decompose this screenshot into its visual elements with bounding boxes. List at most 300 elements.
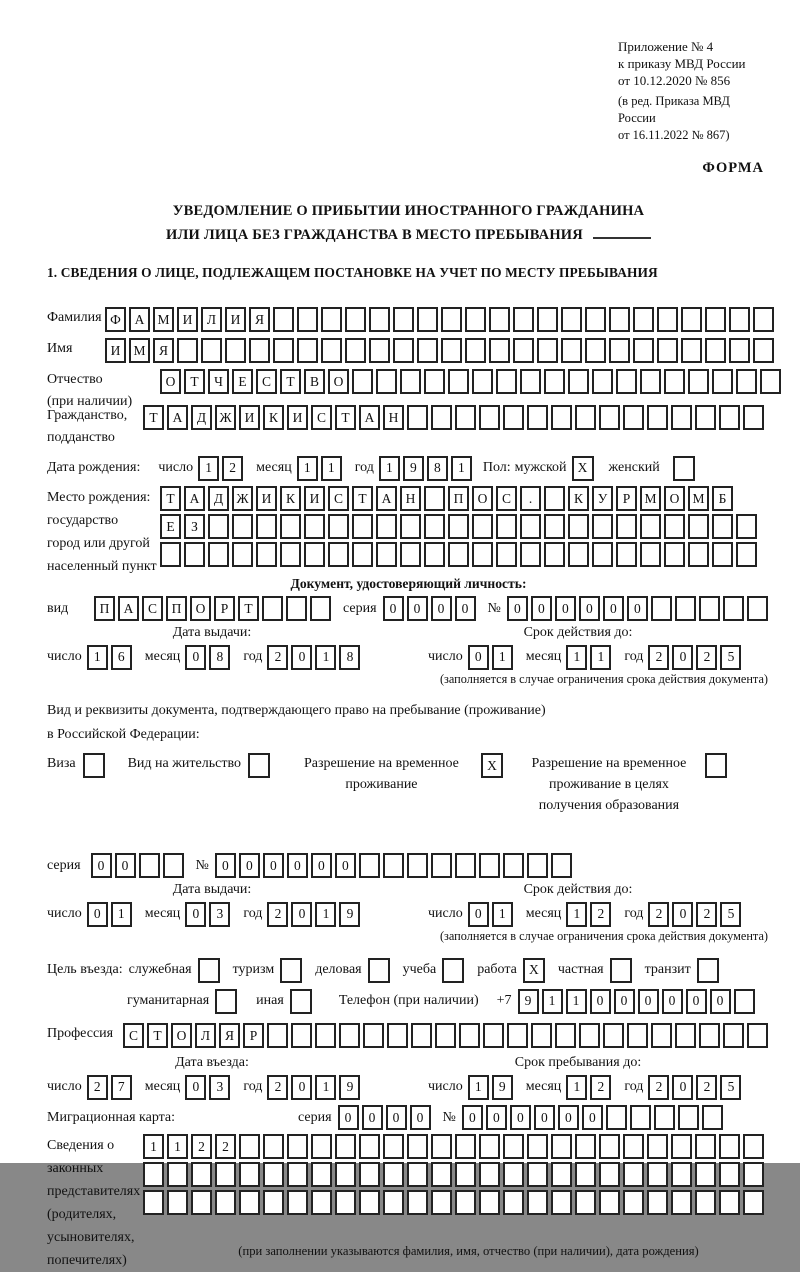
- char-cell[interactable]: 0: [555, 596, 576, 621]
- char-cell[interactable]: 0: [185, 1075, 206, 1100]
- char-cell[interactable]: [503, 853, 524, 878]
- char-cell[interactable]: Ж: [232, 486, 253, 511]
- char-cell[interactable]: [441, 338, 462, 363]
- char-cell[interactable]: 0: [638, 989, 659, 1014]
- char-cell[interactable]: 0: [338, 1105, 359, 1130]
- char-cell[interactable]: 0: [386, 1105, 407, 1130]
- char-cell[interactable]: [695, 1190, 716, 1215]
- char-cell[interactable]: П: [448, 486, 469, 511]
- char-cell[interactable]: [513, 307, 534, 332]
- char-cell[interactable]: [640, 542, 661, 567]
- char-cell[interactable]: [723, 596, 744, 621]
- char-cell[interactable]: 1: [111, 902, 132, 927]
- char-cell[interactable]: [747, 596, 768, 621]
- char-cell[interactable]: О: [664, 486, 685, 511]
- char-cell[interactable]: [705, 307, 726, 332]
- char-cell[interactable]: 0: [603, 596, 624, 621]
- char-cell[interactable]: С: [311, 405, 332, 430]
- char-cell[interactable]: [671, 405, 692, 430]
- char-cell[interactable]: [387, 1023, 408, 1048]
- char-cell[interactable]: 2: [222, 456, 243, 481]
- char-cell[interactable]: А: [129, 307, 150, 332]
- char-cell[interactable]: 0: [686, 989, 707, 1014]
- char-cell[interactable]: [729, 338, 750, 363]
- char-cell[interactable]: [359, 853, 380, 878]
- char-cell[interactable]: [383, 1134, 404, 1159]
- sex-male-checkbox[interactable]: X: [572, 456, 594, 481]
- char-cell[interactable]: [664, 369, 685, 394]
- char-cell[interactable]: [575, 1134, 596, 1159]
- char-cell[interactable]: 1: [167, 1134, 188, 1159]
- char-cell[interactable]: 9: [403, 456, 424, 481]
- char-cell[interactable]: [201, 338, 222, 363]
- residence-permit-checkbox[interactable]: [248, 753, 270, 778]
- char-cell[interactable]: К: [568, 486, 589, 511]
- char-cell[interactable]: [431, 1190, 452, 1215]
- char-cell[interactable]: 0: [462, 1105, 483, 1130]
- char-cell[interactable]: Т: [143, 405, 164, 430]
- char-cell[interactable]: 0: [558, 1105, 579, 1130]
- char-cell[interactable]: [688, 369, 709, 394]
- char-cell[interactable]: [479, 405, 500, 430]
- char-cell[interactable]: Я: [219, 1023, 240, 1048]
- char-cell[interactable]: [335, 1162, 356, 1187]
- char-cell[interactable]: [585, 338, 606, 363]
- char-cell[interactable]: [328, 542, 349, 567]
- char-cell[interactable]: [623, 1190, 644, 1215]
- char-cell[interactable]: [239, 1162, 260, 1187]
- char-cell[interactable]: 0: [510, 1105, 531, 1130]
- char-cell[interactable]: [455, 853, 476, 878]
- char-cell[interactable]: [393, 338, 414, 363]
- char-cell[interactable]: [311, 1134, 332, 1159]
- char-cell[interactable]: [287, 1190, 308, 1215]
- char-cell[interactable]: Я: [153, 338, 174, 363]
- char-cell[interactable]: [479, 1134, 500, 1159]
- char-cell[interactable]: [369, 307, 390, 332]
- char-cell[interactable]: 0: [407, 596, 428, 621]
- char-cell[interactable]: [215, 1190, 236, 1215]
- char-cell[interactable]: 0: [335, 853, 356, 878]
- char-cell[interactable]: [736, 542, 757, 567]
- char-cell[interactable]: [753, 338, 774, 363]
- char-cell[interactable]: Т: [352, 486, 373, 511]
- char-cell[interactable]: Т: [160, 486, 181, 511]
- char-cell[interactable]: 0: [215, 853, 236, 878]
- char-cell[interactable]: [315, 1023, 336, 1048]
- char-cell[interactable]: [753, 307, 774, 332]
- char-cell[interactable]: 1: [566, 902, 587, 927]
- char-cell[interactable]: [280, 514, 301, 539]
- char-cell[interactable]: [479, 1190, 500, 1215]
- char-cell[interactable]: 1: [492, 645, 513, 670]
- char-cell[interactable]: Т: [335, 405, 356, 430]
- char-cell[interactable]: К: [280, 486, 301, 511]
- char-cell[interactable]: Я: [249, 307, 270, 332]
- char-cell[interactable]: 2: [87, 1075, 108, 1100]
- char-cell[interactable]: М: [688, 486, 709, 511]
- char-cell[interactable]: [623, 1134, 644, 1159]
- char-cell[interactable]: 1: [143, 1134, 164, 1159]
- char-cell[interactable]: 1: [590, 645, 611, 670]
- char-cell[interactable]: 0: [486, 1105, 507, 1130]
- char-cell[interactable]: [383, 1162, 404, 1187]
- char-cell[interactable]: [723, 1023, 744, 1048]
- char-cell[interactable]: И: [256, 486, 277, 511]
- char-cell[interactable]: [712, 514, 733, 539]
- char-cell[interactable]: [743, 405, 764, 430]
- char-cell[interactable]: 2: [648, 902, 669, 927]
- char-cell[interactable]: 0: [468, 645, 489, 670]
- char-cell[interactable]: Р: [243, 1023, 264, 1048]
- char-cell[interactable]: [376, 514, 397, 539]
- char-cell[interactable]: [407, 1134, 428, 1159]
- char-cell[interactable]: 0: [468, 902, 489, 927]
- char-cell[interactable]: И: [105, 338, 126, 363]
- char-cell[interactable]: [160, 542, 181, 567]
- char-cell[interactable]: 1: [315, 1075, 336, 1100]
- char-cell[interactable]: [555, 1023, 576, 1048]
- char-cell[interactable]: О: [171, 1023, 192, 1048]
- char-cell[interactable]: [465, 307, 486, 332]
- char-cell[interactable]: [585, 307, 606, 332]
- char-cell[interactable]: [623, 405, 644, 430]
- char-cell[interactable]: К: [263, 405, 284, 430]
- char-cell[interactable]: [675, 1023, 696, 1048]
- char-cell[interactable]: [345, 307, 366, 332]
- char-cell[interactable]: [191, 1190, 212, 1215]
- char-cell[interactable]: 9: [339, 1075, 360, 1100]
- char-cell[interactable]: [760, 369, 781, 394]
- char-cell[interactable]: [599, 1134, 620, 1159]
- char-cell[interactable]: [455, 1162, 476, 1187]
- char-cell[interactable]: [459, 1023, 480, 1048]
- char-cell[interactable]: 2: [267, 902, 288, 927]
- char-cell[interactable]: [400, 542, 421, 567]
- char-cell[interactable]: [695, 1134, 716, 1159]
- char-cell[interactable]: [321, 338, 342, 363]
- char-cell[interactable]: М: [153, 307, 174, 332]
- char-cell[interactable]: [592, 542, 613, 567]
- char-cell[interactable]: [139, 853, 160, 878]
- char-cell[interactable]: [424, 369, 445, 394]
- char-cell[interactable]: Н: [400, 486, 421, 511]
- char-cell[interactable]: 1: [566, 645, 587, 670]
- char-cell[interactable]: [239, 1190, 260, 1215]
- char-cell[interactable]: В: [304, 369, 325, 394]
- char-cell[interactable]: [647, 1134, 668, 1159]
- char-cell[interactable]: [599, 405, 620, 430]
- char-cell[interactable]: [287, 1162, 308, 1187]
- char-cell[interactable]: 0: [582, 1105, 603, 1130]
- purpose-other-checkbox[interactable]: [290, 989, 312, 1014]
- char-cell[interactable]: [568, 369, 589, 394]
- char-cell[interactable]: Т: [280, 369, 301, 394]
- char-cell[interactable]: 2: [267, 1075, 288, 1100]
- char-cell[interactable]: 2: [696, 645, 717, 670]
- char-cell[interactable]: [286, 596, 307, 621]
- char-cell[interactable]: [455, 405, 476, 430]
- char-cell[interactable]: [359, 1134, 380, 1159]
- char-cell[interactable]: [729, 307, 750, 332]
- char-cell[interactable]: [489, 307, 510, 332]
- char-cell[interactable]: [736, 369, 757, 394]
- char-cell[interactable]: [568, 542, 589, 567]
- char-cell[interactable]: 0: [87, 902, 108, 927]
- char-cell[interactable]: [657, 307, 678, 332]
- char-cell[interactable]: 3: [209, 1075, 230, 1100]
- char-cell[interactable]: [328, 514, 349, 539]
- char-cell[interactable]: [352, 542, 373, 567]
- char-cell[interactable]: [527, 1162, 548, 1187]
- char-cell[interactable]: [496, 542, 517, 567]
- char-cell[interactable]: Б: [712, 486, 733, 511]
- char-cell[interactable]: 7: [111, 1075, 132, 1100]
- char-cell[interactable]: [455, 1134, 476, 1159]
- char-cell[interactable]: [551, 1162, 572, 1187]
- char-cell[interactable]: 8: [427, 456, 448, 481]
- char-cell[interactable]: [407, 405, 428, 430]
- char-cell[interactable]: [424, 486, 445, 511]
- char-cell[interactable]: [400, 369, 421, 394]
- char-cell[interactable]: 0: [291, 1075, 312, 1100]
- char-cell[interactable]: С: [142, 596, 163, 621]
- char-cell[interactable]: 0: [239, 853, 260, 878]
- char-cell[interactable]: [273, 338, 294, 363]
- char-cell[interactable]: 0: [115, 853, 136, 878]
- char-cell[interactable]: [407, 1190, 428, 1215]
- char-cell[interactable]: [664, 542, 685, 567]
- char-cell[interactable]: [503, 1162, 524, 1187]
- char-cell[interactable]: Т: [147, 1023, 168, 1048]
- char-cell[interactable]: С: [256, 369, 277, 394]
- char-cell[interactable]: 0: [362, 1105, 383, 1130]
- char-cell[interactable]: Н: [383, 405, 404, 430]
- char-cell[interactable]: [531, 1023, 552, 1048]
- char-cell[interactable]: [705, 338, 726, 363]
- char-cell[interactable]: [287, 1134, 308, 1159]
- char-cell[interactable]: [479, 1162, 500, 1187]
- char-cell[interactable]: [431, 1162, 452, 1187]
- char-cell[interactable]: [376, 369, 397, 394]
- char-cell[interactable]: [273, 307, 294, 332]
- purpose-business-checkbox[interactable]: [368, 958, 390, 983]
- char-cell[interactable]: 1: [451, 456, 472, 481]
- purpose-work-checkbox[interactable]: X: [523, 958, 545, 983]
- char-cell[interactable]: 0: [627, 596, 648, 621]
- char-cell[interactable]: Е: [232, 369, 253, 394]
- char-cell[interactable]: [177, 338, 198, 363]
- char-cell[interactable]: [630, 1105, 651, 1130]
- char-cell[interactable]: 0: [710, 989, 731, 1014]
- char-cell[interactable]: 0: [672, 1075, 693, 1100]
- char-cell[interactable]: [335, 1190, 356, 1215]
- char-cell[interactable]: С: [123, 1023, 144, 1048]
- char-cell[interactable]: [345, 338, 366, 363]
- char-cell[interactable]: З: [184, 514, 205, 539]
- char-cell[interactable]: [489, 338, 510, 363]
- char-cell[interactable]: А: [184, 486, 205, 511]
- char-cell[interactable]: [496, 369, 517, 394]
- char-cell[interactable]: И: [304, 486, 325, 511]
- char-cell[interactable]: О: [160, 369, 181, 394]
- char-cell[interactable]: 0: [431, 596, 452, 621]
- char-cell[interactable]: [431, 1134, 452, 1159]
- char-cell[interactable]: [654, 1105, 675, 1130]
- char-cell[interactable]: [695, 1162, 716, 1187]
- char-cell[interactable]: 0: [672, 645, 693, 670]
- char-cell[interactable]: [304, 542, 325, 567]
- char-cell[interactable]: [616, 514, 637, 539]
- char-cell[interactable]: Р: [214, 596, 235, 621]
- char-cell[interactable]: 8: [339, 645, 360, 670]
- char-cell[interactable]: 2: [191, 1134, 212, 1159]
- purpose-tourism-checkbox[interactable]: [280, 958, 302, 983]
- char-cell[interactable]: [417, 307, 438, 332]
- char-cell[interactable]: [472, 514, 493, 539]
- char-cell[interactable]: [551, 1134, 572, 1159]
- char-cell[interactable]: [699, 1023, 720, 1048]
- char-cell[interactable]: 0: [287, 853, 308, 878]
- char-cell[interactable]: [472, 369, 493, 394]
- char-cell[interactable]: [297, 338, 318, 363]
- char-cell[interactable]: [688, 542, 709, 567]
- char-cell[interactable]: 1: [468, 1075, 489, 1100]
- char-cell[interactable]: [561, 338, 582, 363]
- char-cell[interactable]: О: [190, 596, 211, 621]
- char-cell[interactable]: [527, 1190, 548, 1215]
- char-cell[interactable]: 0: [507, 596, 528, 621]
- char-cell[interactable]: [431, 853, 452, 878]
- char-cell[interactable]: [256, 514, 277, 539]
- char-cell[interactable]: П: [94, 596, 115, 621]
- char-cell[interactable]: [400, 514, 421, 539]
- char-cell[interactable]: И: [287, 405, 308, 430]
- char-cell[interactable]: [579, 1023, 600, 1048]
- char-cell[interactable]: 1: [87, 645, 108, 670]
- char-cell[interactable]: .: [520, 486, 541, 511]
- purpose-transit-checkbox[interactable]: [697, 958, 719, 983]
- char-cell[interactable]: [712, 542, 733, 567]
- char-cell[interactable]: [695, 405, 716, 430]
- char-cell[interactable]: 1: [542, 989, 563, 1014]
- char-cell[interactable]: 2: [648, 645, 669, 670]
- char-cell[interactable]: [640, 369, 661, 394]
- char-cell[interactable]: [575, 1190, 596, 1215]
- char-cell[interactable]: 9: [518, 989, 539, 1014]
- char-cell[interactable]: [472, 542, 493, 567]
- char-cell[interactable]: М: [640, 486, 661, 511]
- char-cell[interactable]: 1: [492, 902, 513, 927]
- char-cell[interactable]: [544, 514, 565, 539]
- char-cell[interactable]: [407, 1162, 428, 1187]
- char-cell[interactable]: [369, 338, 390, 363]
- char-cell[interactable]: 1: [379, 456, 400, 481]
- char-cell[interactable]: [424, 514, 445, 539]
- char-cell[interactable]: [544, 369, 565, 394]
- char-cell[interactable]: 0: [534, 1105, 555, 1130]
- purpose-official-checkbox[interactable]: [198, 958, 220, 983]
- char-cell[interactable]: 1: [566, 989, 587, 1014]
- char-cell[interactable]: [537, 338, 558, 363]
- char-cell[interactable]: 1: [566, 1075, 587, 1100]
- char-cell[interactable]: [297, 307, 318, 332]
- char-cell[interactable]: М: [129, 338, 150, 363]
- char-cell[interactable]: [184, 542, 205, 567]
- temp-residence-checkbox[interactable]: X: [481, 753, 503, 778]
- char-cell[interactable]: [359, 1162, 380, 1187]
- char-cell[interactable]: 0: [614, 989, 635, 1014]
- char-cell[interactable]: [359, 1190, 380, 1215]
- char-cell[interactable]: [520, 514, 541, 539]
- temp-residence-edu-checkbox[interactable]: [705, 753, 727, 778]
- char-cell[interactable]: 0: [291, 645, 312, 670]
- char-cell[interactable]: [702, 1105, 723, 1130]
- char-cell[interactable]: [651, 1023, 672, 1048]
- char-cell[interactable]: [352, 514, 373, 539]
- char-cell[interactable]: [249, 338, 270, 363]
- char-cell[interactable]: [239, 1134, 260, 1159]
- char-cell[interactable]: [291, 1023, 312, 1048]
- char-cell[interactable]: [527, 405, 548, 430]
- char-cell[interactable]: 2: [590, 1075, 611, 1100]
- char-cell[interactable]: [441, 307, 462, 332]
- char-cell[interactable]: А: [376, 486, 397, 511]
- char-cell[interactable]: [483, 1023, 504, 1048]
- char-cell[interactable]: [657, 338, 678, 363]
- char-cell[interactable]: [647, 405, 668, 430]
- char-cell[interactable]: И: [239, 405, 260, 430]
- char-cell[interactable]: [479, 853, 500, 878]
- char-cell[interactable]: [352, 369, 373, 394]
- char-cell[interactable]: [225, 338, 246, 363]
- char-cell[interactable]: 9: [492, 1075, 513, 1100]
- char-cell[interactable]: [616, 542, 637, 567]
- char-cell[interactable]: Ч: [208, 369, 229, 394]
- char-cell[interactable]: [743, 1162, 764, 1187]
- char-cell[interactable]: [743, 1190, 764, 1215]
- char-cell[interactable]: [407, 853, 428, 878]
- char-cell[interactable]: 0: [91, 853, 112, 878]
- char-cell[interactable]: [435, 1023, 456, 1048]
- char-cell[interactable]: [311, 1162, 332, 1187]
- char-cell[interactable]: [263, 1190, 284, 1215]
- char-cell[interactable]: [633, 338, 654, 363]
- purpose-humanitarian-checkbox[interactable]: [215, 989, 237, 1014]
- char-cell[interactable]: [256, 542, 277, 567]
- char-cell[interactable]: 0: [291, 902, 312, 927]
- char-cell[interactable]: 0: [455, 596, 476, 621]
- char-cell[interactable]: [431, 405, 452, 430]
- char-cell[interactable]: [304, 514, 325, 539]
- char-cell[interactable]: [191, 1162, 212, 1187]
- char-cell[interactable]: Д: [191, 405, 212, 430]
- char-cell[interactable]: [627, 1023, 648, 1048]
- char-cell[interactable]: 1: [198, 456, 219, 481]
- char-cell[interactable]: [232, 514, 253, 539]
- char-cell[interactable]: [671, 1190, 692, 1215]
- char-cell[interactable]: И: [225, 307, 246, 332]
- char-cell[interactable]: [520, 542, 541, 567]
- char-cell[interactable]: [503, 405, 524, 430]
- char-cell[interactable]: [712, 369, 733, 394]
- char-cell[interactable]: 1: [321, 456, 342, 481]
- char-cell[interactable]: [507, 1023, 528, 1048]
- char-cell[interactable]: [376, 542, 397, 567]
- char-cell[interactable]: [671, 1162, 692, 1187]
- char-cell[interactable]: [339, 1023, 360, 1048]
- char-cell[interactable]: 2: [215, 1134, 236, 1159]
